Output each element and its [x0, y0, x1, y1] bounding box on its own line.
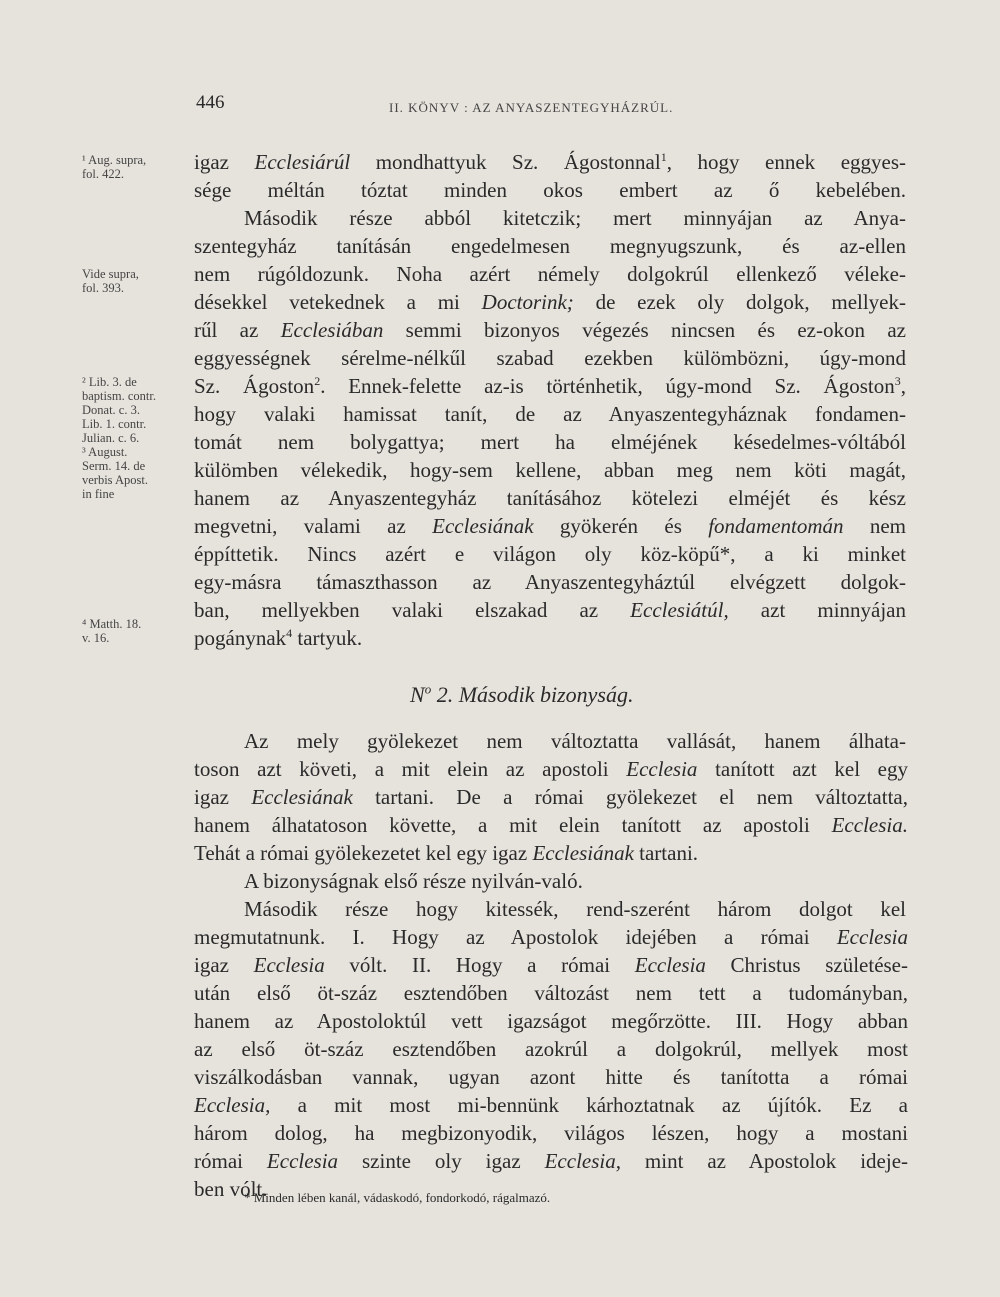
text-line: Az mely gyölekezet nem változtatta vallását, hanem álhata- [244, 729, 906, 753]
text-line: hanem álhatatoson követte, a mit elein tanított az apostoli Ecclesia. [194, 813, 908, 837]
text-line: tomát nem bolygattya; mert ha elméjének késedelmes-vóltából [194, 430, 906, 454]
text-line: hanem az Anyaszentegyház tanításához kötelezi elméjét és kész [194, 486, 906, 510]
margin-note: ² Lib. 3. de baptism. contr. Donat. c. 3. Lib. 1. contr. Julian. c. 6. ³ August. Serm. 14. de verbis Apost. in fine [82, 375, 156, 501]
text-line: után első öt-száz esztendőben változást nem tett a tudományban, [194, 981, 908, 1005]
text-line: viszálkodásban vannak, ugyan azont hitte és tanította a római [194, 1065, 908, 1089]
text-line: pogánynak$^4$ tartyuk. [194, 626, 363, 650]
text-line: désekkel vetekednek a mi Doctorink; de ezek oly dolgok, mellyek- [194, 290, 906, 314]
margin-note: ¹ Aug. supra, fol. 422. [82, 153, 147, 181]
section-heading: $N^o$ 2. Második bizonyság. [410, 681, 634, 707]
text-line: Tehát a római gyölekezetet kel egy igaz Ecclesiának tartani. [194, 841, 699, 865]
text-line: rűl az Ecclesiában semmi bizonyos végezés nincsen és ez-okon az [194, 318, 906, 342]
text-line: igaz Ecclesia vólt. II. Hogy a római Ecclesia Christus születése- [194, 953, 908, 977]
page-number: 446 [196, 92, 225, 113]
text-line: sége méltán tóztat minden okos embert az ő kebelében. [194, 178, 906, 202]
text-line: Sz. Ágoston$^2$. Ennek-felette az-is történhetik, úgy-mond Sz. Ágoston$^3$, [194, 374, 906, 398]
margin-note: ⁴ Matth. 18. v. 16. [82, 617, 142, 645]
text-line: egy-másra támaszthasson az Anyaszentegyháztúl elvégzett dolgok- [194, 570, 906, 594]
text-line: nem rúgóldozunk. Noha azért némely dolgokrúl ellenkező véleke- [194, 262, 906, 286]
text-line: ben vólt. [194, 1177, 268, 1201]
text-line: megvetni, valami az Ecclesiának gyökerén és fondamentomán nem [194, 514, 906, 538]
text-line: eggyességnek sérelme-nélkűl szabad ezekben külömbözni, úgy-mond [194, 346, 906, 370]
text-line: külömben vélekedik, hogy-sem kellene, abban meg nem köti magát, [194, 458, 906, 482]
text-line: hogy valaki hamissat tanít, de az Anyaszentegyháznak fondamen- [194, 402, 906, 426]
page-header [0, 92, 1000, 122]
text-line: Második része hogy kitessék, rend-szerént három dolgot kel [244, 897, 906, 921]
text-line: A bizonyságnak első része nyilván-való. [244, 869, 583, 893]
text-line: éppíttetik. Nincs azért e világon oly köz-köpű*, a ki minket [194, 542, 906, 566]
text-line: toson azt követi, a mit elein az apostoli Ecclesia tanított azt kel egy [194, 757, 909, 781]
text-line: római Ecclesia szinte oly igaz Ecclesia, mint az Apostolok ideje- [194, 1149, 909, 1173]
footnote: * Minden lében kanál, vádaskodó, fondorkodó, rágalmazó. [244, 1190, 551, 1205]
text-line: ban, mellyekben valaki elszakad az Ecclesiátúl, azt minnyájan [194, 598, 907, 622]
running-title: II. KÖNYV : AZ ANYASZENTEGYHÁZRÚL. [389, 100, 674, 115]
text-line: három dolog, ha megbizonyodik, világos lészen, hogy a mostani [194, 1121, 908, 1145]
text-line: megmutatnunk. I. Hogy az Apostolok idejében a római Ecclesia [194, 925, 908, 949]
text-line: Második része abból kitetczik; mert minnyájan az Anya- [244, 206, 906, 230]
text-line: szentegyház tanításán engedelmesen megnyugszunk, és az-ellen [194, 234, 906, 258]
text-line: igaz Ecclesiárúl mondhattyuk Sz. Ágostonnal$^1$, hogy ennek eggyes- [194, 150, 907, 174]
text-line: Ecclesia, a mit most mi-bennünk kárhoztatnak az újítók. Ez a [194, 1093, 908, 1117]
margin-note: Vide supra, fol. 393. [82, 267, 139, 295]
text-line: igaz Ecclesiának tartani. De a római gyölekezet el nem változtatta, [194, 785, 908, 809]
text-line: hanem az Apostoloktúl vett igazságot megőrzötte. III. Hogy abban [194, 1009, 908, 1033]
text-line: az első öt-száz esztendőben azokrúl a dolgokrúl, mellyek most [194, 1037, 908, 1061]
